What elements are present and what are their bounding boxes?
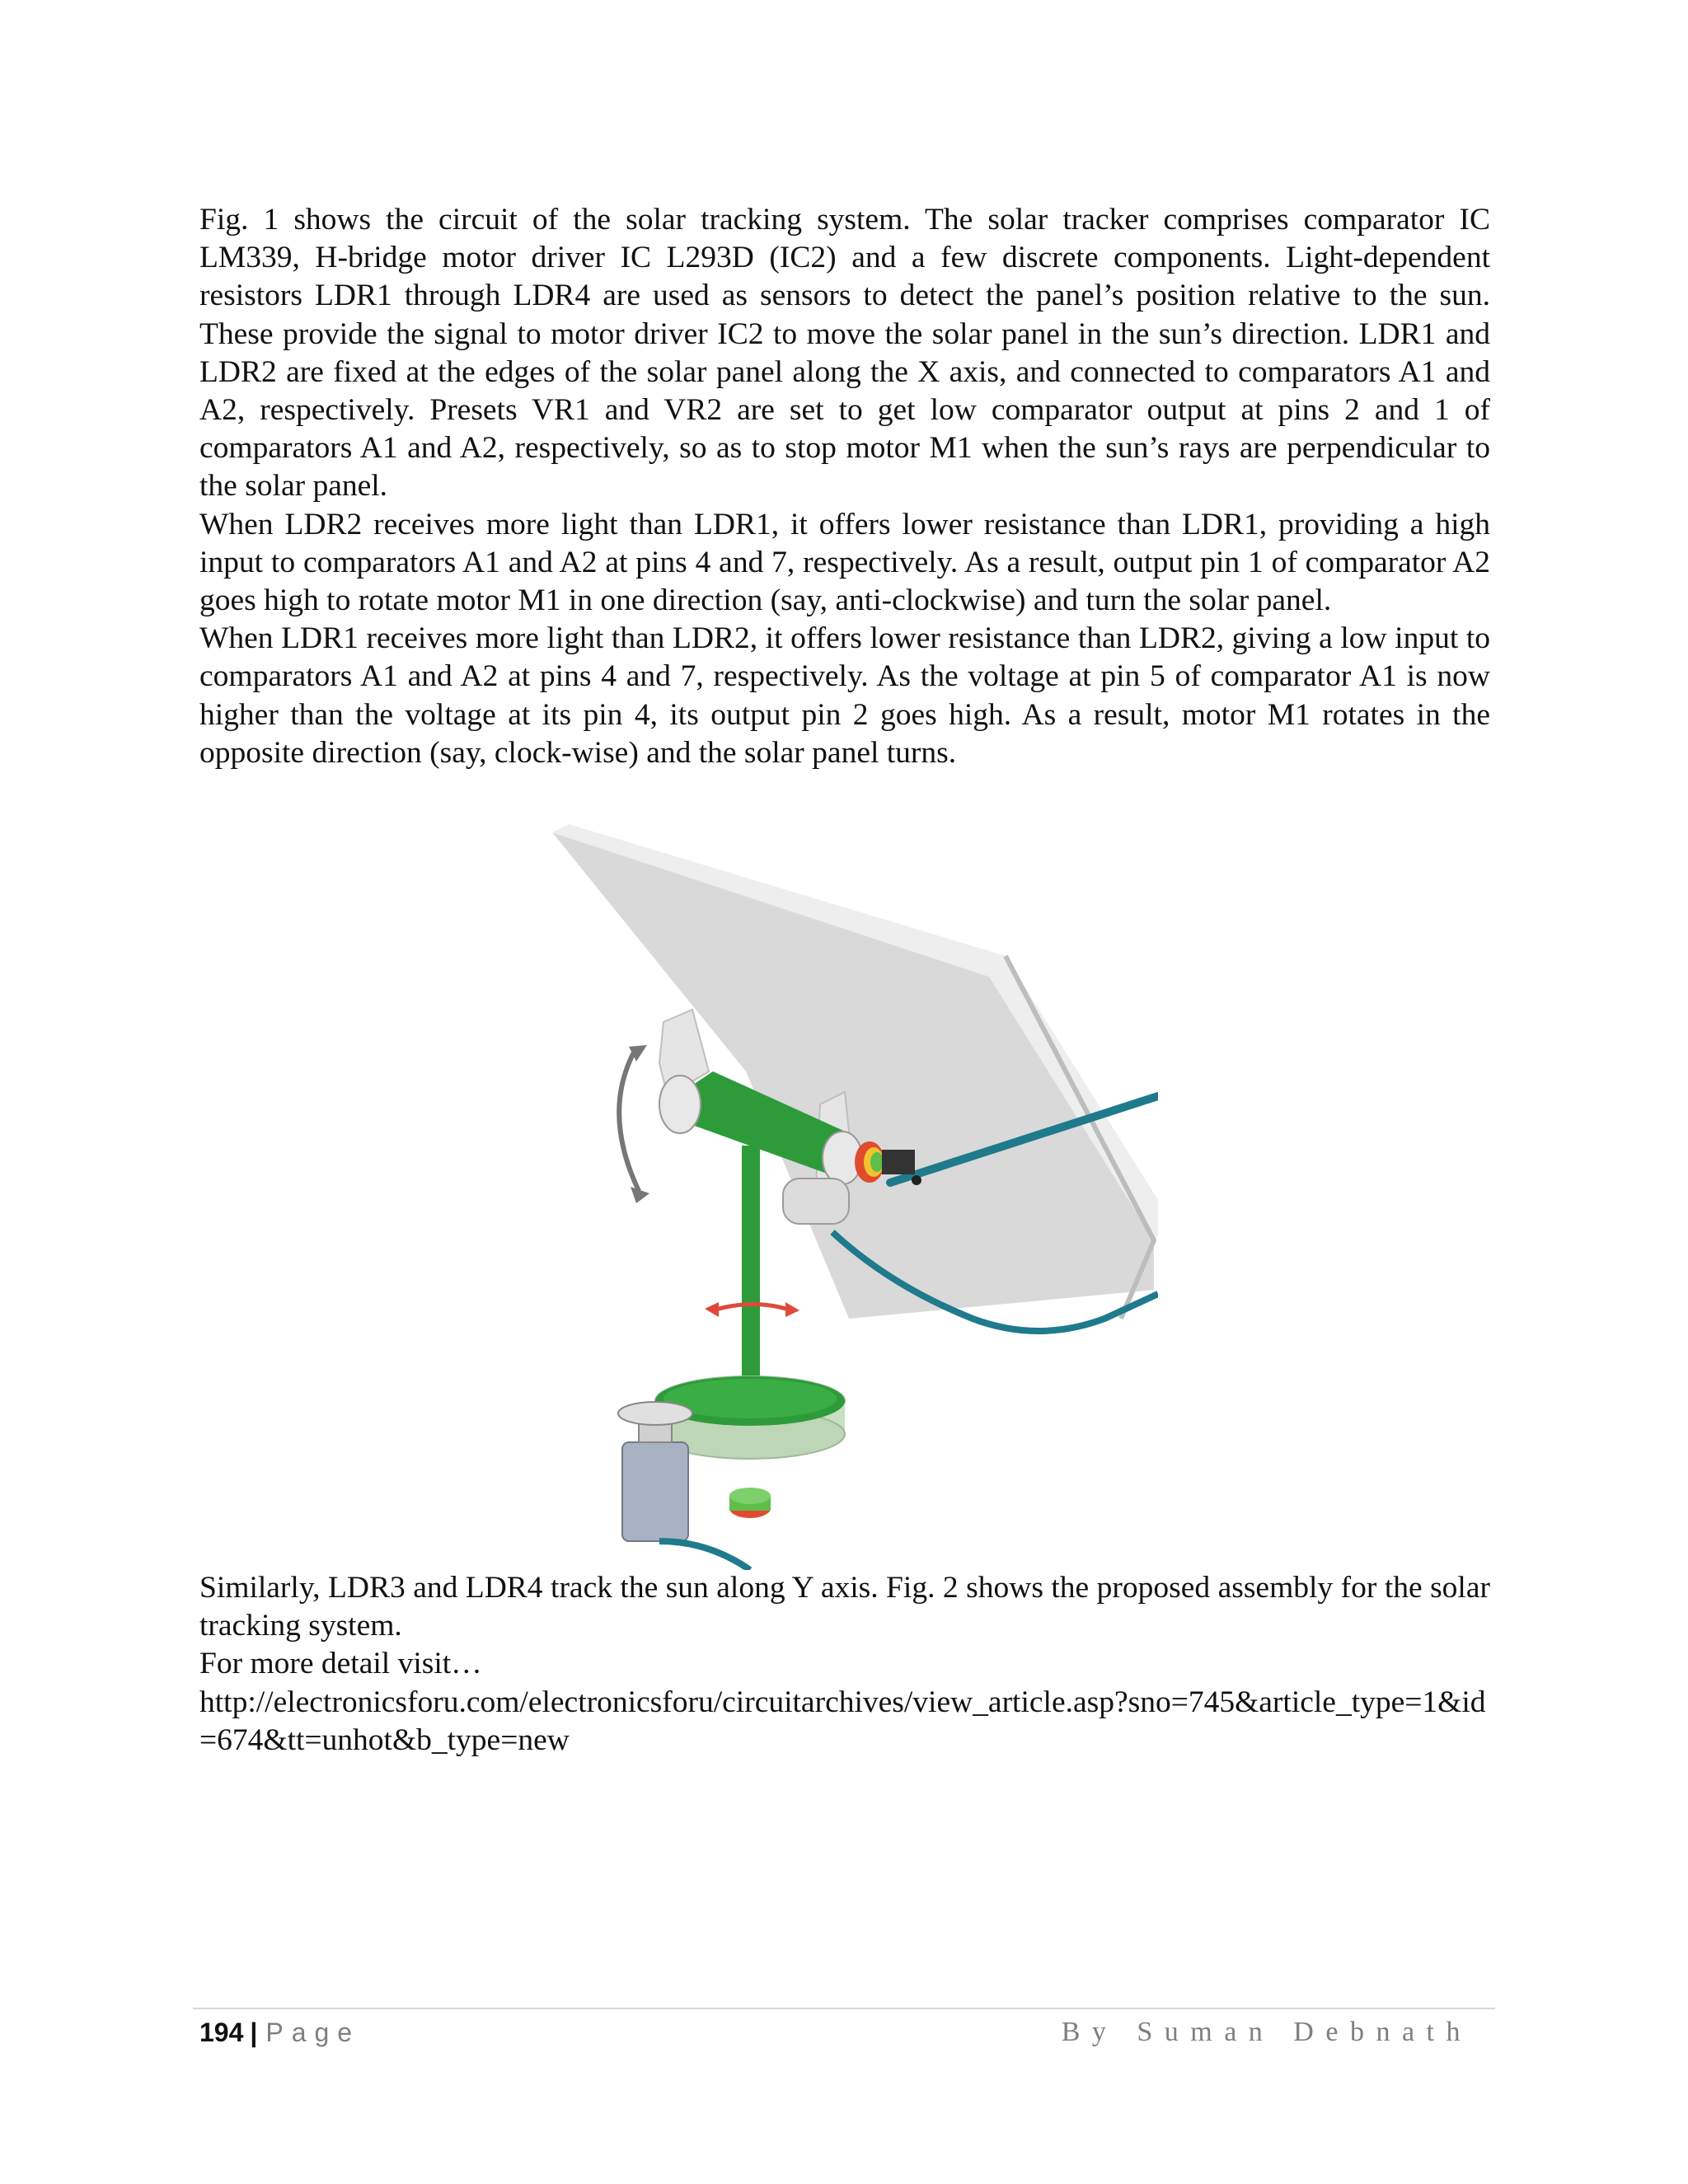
footer-page-number <box>199 2014 360 2050</box>
footer-separator: | <box>250 2018 258 2047</box>
paragraph-ldr2: When LDR2 receives more light than LDR1, it offers lower resistance than LDR1, providing a high input to comparators A1 and A2 at pins 4 and 7, respectively. As a result, output pin 1 of comparator A2 goes high to rotate motor M1 in one direction (say, anti-clockwise) and turn the solar panel. <box>199 507 1490 618</box>
footer-divider <box>193 2008 1495 2009</box>
tilt-arrow <box>619 1051 639 1191</box>
solar-tracker-drawing <box>544 824 1158 1570</box>
footer-author: By Suman Debnath <box>1061 2017 1472 2047</box>
article-body <box>199 201 1490 772</box>
article-continuation <box>199 1569 1490 1760</box>
base-motor-cable <box>659 1541 750 1570</box>
paragraph-ldr1: When LDR1 receives more light than LDR2, it offers lower resistance than LDR2, giving a low input to comparators A1 and A2 at pins 4 and 7, respectively. As the voltage at pin 5 of comparator A1 is now higher than the voltage at its pin 4, its output pin 2 goes high. As a result, motor M1 rotates in the opposite direction (say, clock-wise) and the solar panel turns. <box>199 621 1490 770</box>
paragraph-y-axis: Similarly, LDR3 and LDR4 track the sun along Y axis. Fig. 2 shows the proposed assembly for the solar tracking system. <box>199 1571 1490 1643</box>
page-number: 194 <box>199 2018 244 2047</box>
base-motor <box>622 1442 688 1541</box>
motor-body <box>783 1179 849 1224</box>
paragraph-more-detail: For more detail visit… <box>199 1647 482 1681</box>
page-word: Page <box>265 2018 361 2047</box>
paragraph-intro: Fig. 1 shows the circuit of the solar tracking system. The solar tracker comprises comparator IC LM339, H-bridge motor driver IC L293D (IC2) and a few discrete components. Light-dependent resistors LDR1 through LDR4 are used as sensors to detect the panel’s position relative to the sun. These provide the signal to motor driver IC2 to move the solar panel in the sun’s direction. LDR1 and LDR2 are fixed at the edges of the solar panel along the X axis, and connected to comparators A1 and A2, respectively. Presets VR1 and VR2 are set to get low comparator output at pins 2 and 1 of comparators A1 and A2, respectively, so as to stop motor M1 when the sun’s rays are perpendicular to the solar panel. <box>199 203 1490 504</box>
solar-tracker-illustration <box>544 824 1158 1570</box>
reference-url[interactable]: http://electronicsforu.com/electronicsforu/circuitarchives/view_article.asp?sno=745&article_type=1&id=674&tt=unhot&b_type=new <box>199 1685 1486 1757</box>
